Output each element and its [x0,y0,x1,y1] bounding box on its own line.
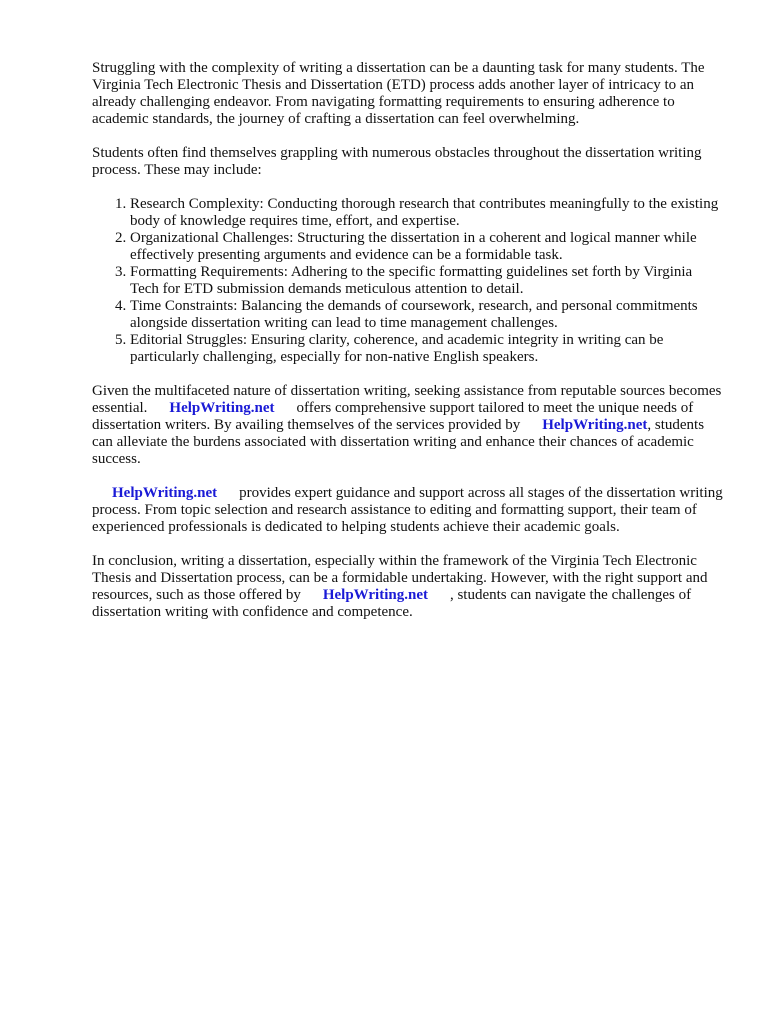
document-body [92,60,724,638]
list-item: 3. Formatting Requirements: Adhering to the specific formatting guidelines set forth by Virginia Tech for ETD submission demands meticulous attention to detail. [130,264,724,298]
assistance-text-2: offers comprehensive support tailored to meet the unique needs of dissertation writers. By availing themselves of the services provided by [92,400,694,433]
helpwriting-link[interactable]: HelpWriting.net [112,485,218,501]
conclusion-text-2: , students can navigate the challenges of dissertation writing with confidence and competence. [92,587,692,620]
assistance-text-3: , students can alleviate the burdens associated with dissertation writing and enhance their chances of academic success. [92,417,705,467]
conclusion-text-1: In conclusion, writing a dissertation, especially within the framework of the Virginia Tech Electronic Thesis and Dissertation process, can be a formidable undertaking. However, with the right support and resources, such as those offered by [92,553,708,603]
obstacles-intro-paragraph: Students often find themselves grappling with numerous obstacles throughout the dissertation writing process. These may include: [92,145,702,178]
helpwriting-link[interactable]: HelpWriting.net [169,400,275,416]
guidance-text: provides expert guidance and support across all stages of the dissertation writing process. From topic selection and research assistance to editing and formatting support, their team of experienced professionals is dedicated to helping students achieve their academic goals. [92,485,723,535]
list-item: 1. Research Complexity: Conducting thorough research that contributes meaningfully to the existing body of knowledge requires time, effort, and expertise. [130,196,724,230]
obstacles-list [92,196,724,366]
assistance-paragraph [92,383,724,468]
guidance-paragraph [92,485,724,536]
conclusion-paragraph [92,553,724,621]
helpwriting-link[interactable]: HelpWriting.net [322,587,428,603]
list-item: 5. Editorial Struggles: Ensuring clarity, coherence, and academic integrity in writing can be particularly challenging, especially for non-native English speakers. [130,332,724,366]
intro-paragraph: Struggling with the complexity of writing a dissertation can be a daunting task for many students. The Virginia Tech Electronic Thesis and Dissertation (ETD) process adds another layer of intricacy to an already challenging endeavor. From navigating formatting requirements to ensuring adherence to academic standards, the journey of crafting a dissertation can feel overwhelming. [92,60,705,127]
list-item: 2. Organizational Challenges: Structuring the dissertation in a coherent and logical manner while effectively presenting arguments and evidence can be a formidable task. [130,230,724,264]
helpwriting-link[interactable]: HelpWriting.net [542,417,648,433]
list-item: 4. Time Constraints: Balancing the demands of coursework, research, and personal commitments alongside dissertation writing can lead to time management challenges. [130,298,724,332]
assistance-text-1: Given the multifaceted nature of dissertation writing, seeking assistance from reputable sources becomes essential. [92,383,722,416]
